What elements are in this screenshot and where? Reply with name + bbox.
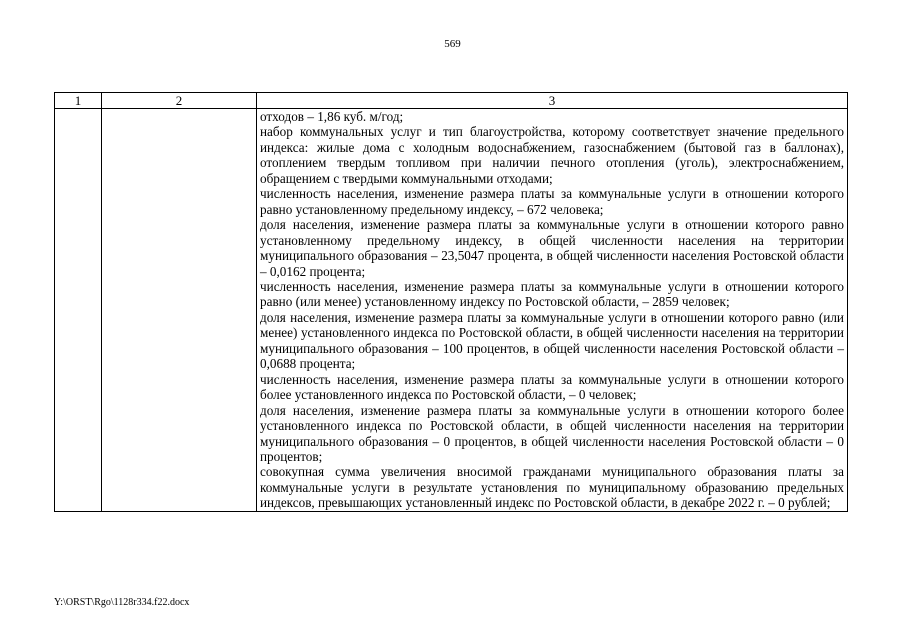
- paragraph: численность населения, изменение размера платы за коммунальные услуги в отношении которого равно установленному предельному индексу, – 672 человека;: [260, 186, 844, 217]
- column-header-3: 3: [257, 93, 848, 109]
- page-number: 569: [444, 38, 461, 50]
- table-cell-col1: [55, 109, 102, 512]
- footer-file-path: Y:\ORST\Rgo\1128r334.f22.docx: [54, 597, 190, 608]
- paragraph: отходов – 1,86 куб. м/год;: [260, 109, 404, 124]
- table-row: [55, 109, 848, 512]
- column-header-2: 2: [102, 93, 257, 109]
- paragraph: набор коммунальных услуг и тип благоустройства, которому соответствует значение предельного индекса: жилые дома с холодным водоснабжением, газоснабжением (бытовой газ в баллонах), отоплением твердым топливом при наличии печного отопления (уголь), электроснабжением, обращением с твердыми коммунальными отходами;: [260, 124, 844, 186]
- paragraph: доля населения, изменение размера платы за коммунальные услуги в отношении которого равно установленному предельному индексу, в общей численности населения на территории муниципального образования – 23,5047 процента, в общей численности населения Ростовской области – 0,0162 процента;: [260, 217, 844, 279]
- table-header-row: [55, 93, 848, 109]
- paragraph: численность населения, изменение размера платы за коммунальные услуги в отношении которого равно (или менее) установленному индексу по Ростовской области, – 2859 человек;: [260, 278, 844, 310]
- column-header-1: 1: [55, 93, 102, 109]
- document-table: [54, 92, 848, 512]
- table-cell-col3: [257, 109, 848, 512]
- paragraph: совокупная сумма увеличения вносимой гражданами муниципального образования платы за коммунальные услуги в результате установления по муниципальному образованию предельных индексов, превышающих установленный индекс по Ростовской области, в декабре 2022 г. – 0 рублей;: [260, 464, 844, 511]
- table-cell-col2: [102, 109, 257, 512]
- paragraph: численность населения, изменение размера платы за коммунальные услуги в отношении которого более установленного индекса по Ростовской области, – 0 человек;: [260, 371, 844, 403]
- paragraph: доля населения, изменение размера платы за коммунальные услуги в отношении которого более установленного индекса по Ростовской области, в общей численности населения на территории муниципального образования – 0 процентов, в общей численности населения Ростовской области – 0 процентов;: [260, 402, 844, 464]
- paragraph: доля населения, изменение размера платы за коммунальные услуги в отношении которого равно (или менее) установленного индекса по Ростовской области, в общей численности населения на территории муниципального образования – 100 процентов, в общей численности населения Ростовской области – 0,0688 процента;: [260, 309, 844, 372]
